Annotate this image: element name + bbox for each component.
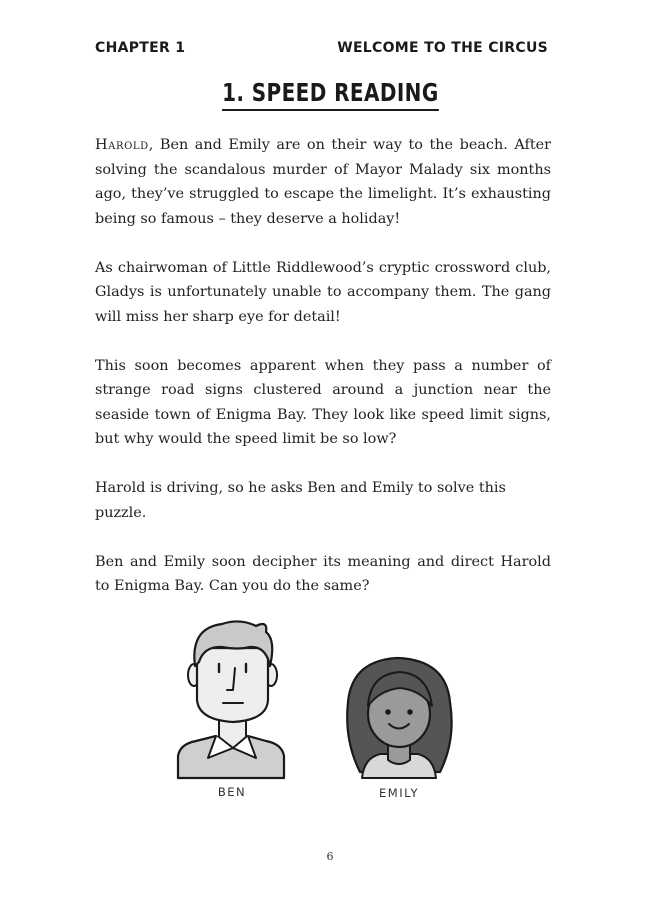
section-title: 1. SPEED READING — [222, 78, 439, 111]
page-number: 6 — [326, 850, 334, 863]
emily-caption: EMILY — [379, 786, 419, 800]
lead-in-small-caps: Harold — [95, 137, 149, 153]
paragraph-2: As chairwoman of Little Riddlewood’s cryptic crossword club, Gladys is unfortunately unable to accompany them. The gang will miss her sharp eye for detail! — [95, 259, 551, 325]
emily-right-eye — [407, 709, 413, 715]
ben-illustration — [178, 621, 284, 778]
emily-left-eye — [385, 709, 391, 715]
ben-caption: BEN — [217, 785, 247, 799]
paragraph-1-text: , Ben and Emily are on their way to the beach. After solving the scandalous murder of Mayor Malady six months ago, they’ve struggled to escape the limelight. It’s exhausting being so famous – they deserve a holiday! — [95, 137, 551, 227]
chapter-title: WELCOME TO THE CIRCUS — [337, 40, 548, 56]
paragraph-4: Harold is driving, so he asks Ben and Emily to solve this puzzle. — [95, 480, 506, 521]
paragraph-3: This soon becomes apparent when they pass a number of strange road signs clustered around a junction near the seaside town of Enigma Bay. They look like speed limit signs, but why would the speed limit be so low? — [95, 357, 551, 447]
emily-illustration — [347, 658, 451, 778]
chapter-label: CHAPTER 1 — [95, 40, 186, 56]
paragraph-5: Ben and Emily soon decipher its meaning and direct Harold to Enigma Bay. Can you do the same? — [95, 553, 551, 594]
